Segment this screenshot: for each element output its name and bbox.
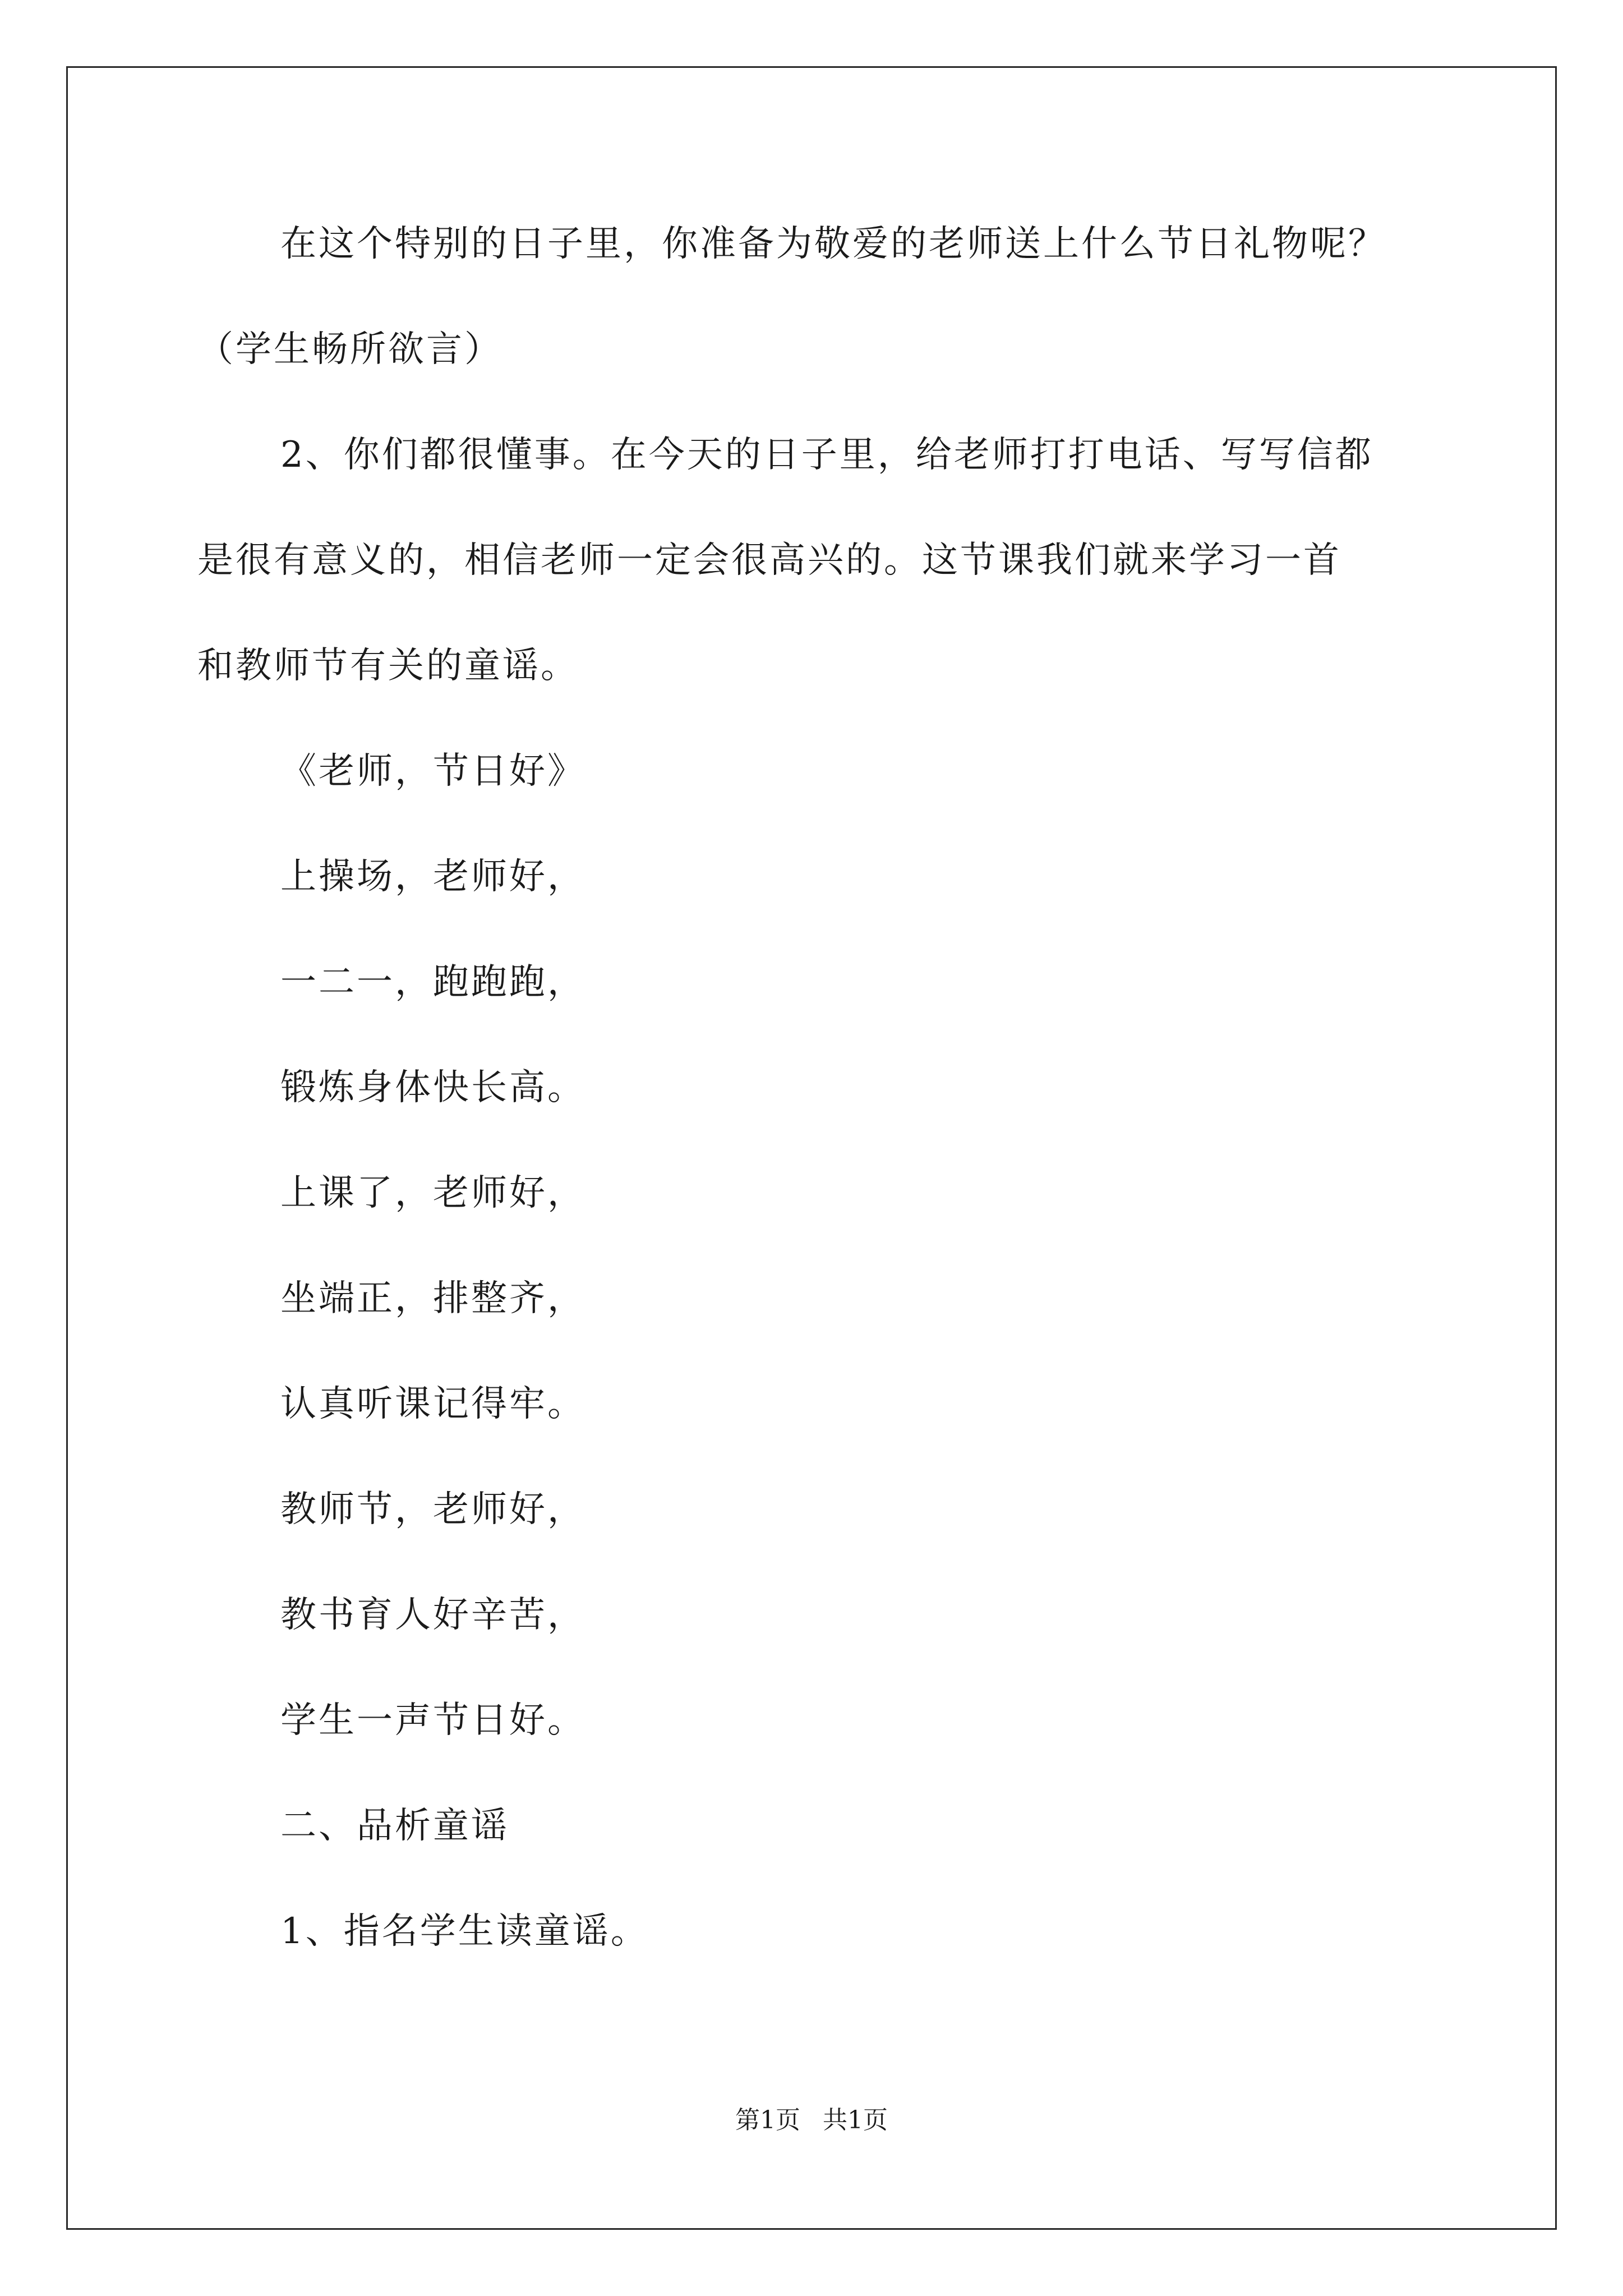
- poem-line: 坐端正，排整齐，: [280, 1278, 585, 1319]
- document-body: [197, 222, 1476, 1954]
- paragraph-line: 2、你们都很懂事。在今天的日子里，给老师打打电话、写写信都: [280, 434, 1373, 476]
- section-heading: 二、品析童谣: [280, 1805, 509, 1847]
- poem-line: 上操场，老师好，: [280, 856, 585, 898]
- paragraph-line: 1、指名学生读童谣。: [280, 1911, 649, 1952]
- poem-line: 认真听课记得牢。: [280, 1383, 585, 1425]
- page-total: 共1页: [823, 2106, 888, 2134]
- page-number: 第1页: [735, 2106, 800, 2134]
- paragraph-line: 是很有意义的，相信老师一定会很高兴的。这节课我们就来学习一首: [197, 540, 1341, 581]
- paragraph-line: 和教师节有关的童谣。: [197, 645, 579, 687]
- poem-line: 教师节，老师好，: [280, 1489, 585, 1530]
- paragraph-line: （学生畅所欲言）: [197, 329, 502, 370]
- paragraph-line: 在这个特别的日子里，你准备为敬爱的老师送上什么节日礼物呢？: [280, 223, 1386, 265]
- poem-line: 上课了，老师好，: [280, 1172, 585, 1214]
- poem-line: 一二一，跑跑跑，: [280, 961, 585, 1003]
- poem-title: 《老师，节日好》: [280, 751, 585, 792]
- poem-line: 学生一声节日好。: [280, 1700, 585, 1741]
- poem-line: 锻炼身体快长高。: [280, 1067, 585, 1108]
- page-footer: [0, 2105, 1623, 2136]
- poem-line: 教书育人好辛苦，: [280, 1594, 585, 1636]
